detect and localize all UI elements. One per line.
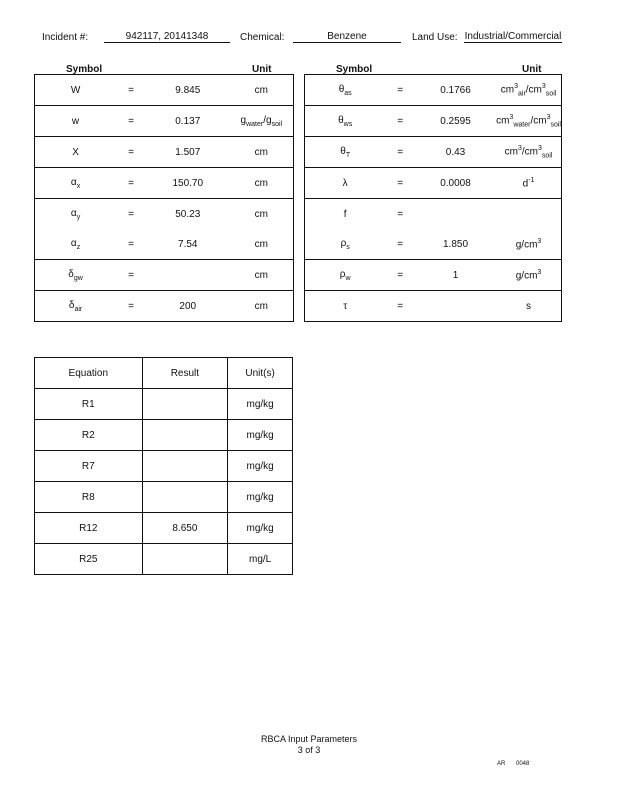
land-use-value: Industrial/Commercial [464, 31, 562, 42]
unit-cell: cm [230, 260, 294, 291]
result-cell [142, 451, 228, 482]
unit-cell: $g/cm^3$ [496, 229, 561, 260]
equation-cell: R1 [35, 389, 143, 420]
equals-cell: = [385, 168, 415, 199]
equals-cell: = [116, 137, 146, 168]
table-row [305, 291, 562, 322]
unit-cell: $d^{-1}$ [496, 168, 561, 199]
unit-cell: mg/kg [228, 451, 293, 482]
equals-cell: = [385, 75, 415, 106]
table-row [35, 482, 293, 513]
symbol-cell: $\delta_{gw}$ [35, 260, 117, 291]
symbol-cell: τ [305, 291, 386, 322]
value-cell: 150.70 [146, 168, 230, 199]
equation-cell: R7 [35, 451, 143, 482]
unit-cell: $cm^3_{water}/cm^3_{soil}$ [496, 106, 561, 137]
table-header-row [35, 358, 293, 389]
symbol-cell: $\delta_{air}$ [35, 291, 117, 322]
equation-results-table [34, 357, 293, 575]
symbol-cell: $\theta_T$ [305, 137, 386, 168]
value-cell: 1 [415, 260, 496, 291]
table-row [35, 168, 294, 199]
left-parameter-table [34, 74, 294, 322]
incident-label: Incident #: [42, 32, 89, 43]
symbol-cell: w [35, 106, 117, 137]
unit-cell: mg/kg [228, 389, 293, 420]
value-cell: 7.54 [146, 229, 230, 260]
table-row [35, 229, 294, 260]
value-cell [415, 291, 496, 322]
symbol-cell: X [35, 137, 117, 168]
table-row [305, 106, 562, 137]
unit-cell: cm [230, 75, 294, 106]
equals-cell: = [385, 199, 415, 230]
equation-cell: R2 [35, 420, 143, 451]
unit-cell: mg/L [228, 544, 293, 575]
table-row [35, 420, 293, 451]
equation-header: Equation [35, 358, 143, 389]
result-cell [142, 482, 228, 513]
symbol-cell: $\theta_{as}$ [305, 75, 386, 106]
unit-cell: cm [230, 168, 294, 199]
equals-cell: = [116, 199, 146, 230]
unit-cell: mg/kg [228, 482, 293, 513]
equals-cell: = [385, 106, 415, 137]
value-cell: 0.43 [415, 137, 496, 168]
footer-code-a: AR [497, 761, 506, 767]
table-row [35, 260, 294, 291]
value-cell: 0.137 [146, 106, 230, 137]
result-cell [142, 544, 228, 575]
table-row [305, 260, 562, 291]
table-row [305, 199, 562, 230]
table-row [35, 199, 294, 230]
value-cell: 0.2595 [415, 106, 496, 137]
table-row [35, 75, 294, 106]
unit-cell: $cm^3_{air}/cm^3_{soil}$ [496, 75, 561, 106]
equals-cell: = [385, 137, 415, 168]
symbol-cell: $\alpha_y$ [35, 199, 117, 230]
right-symbol-header: Symbol [336, 64, 373, 75]
unit-cell: $g/cm^3$ [496, 260, 561, 291]
table-row [35, 291, 294, 322]
right-parameter-table [304, 74, 562, 322]
symbol-cell: $\alpha_x$ [35, 168, 117, 199]
equals-cell: = [116, 291, 146, 322]
equation-cell: R8 [35, 482, 143, 513]
equals-cell: = [385, 291, 415, 322]
footer-page-number: 3 of 3 [297, 745, 321, 755]
result-header: Result [142, 358, 228, 389]
table-row [35, 513, 293, 544]
table-row [35, 544, 293, 575]
value-cell [146, 260, 230, 291]
symbol-cell: $\rho_w$ [305, 260, 386, 291]
equation-cell: R12 [35, 513, 143, 544]
incident-value: 942117, 20141348 [104, 31, 230, 43]
unit-cell: mg/kg [228, 513, 293, 544]
symbol-cell: f [305, 199, 386, 230]
unit-cell: cm [230, 229, 294, 260]
land-use-label: Land Use: [412, 32, 458, 43]
value-cell: 0.0008 [415, 168, 496, 199]
unit-cell: cm [230, 291, 294, 322]
value-cell: 50.23 [146, 199, 230, 230]
value-cell: 1.850 [415, 229, 496, 260]
equation-cell: R25 [35, 544, 143, 575]
equals-cell: = [116, 168, 146, 199]
table-row [35, 137, 294, 168]
chemical-value: Benzene [293, 31, 401, 43]
footer-title: RBCA Input Parameters [260, 734, 358, 744]
symbol-cell: $\alpha_z$ [35, 229, 117, 260]
equals-cell: = [116, 229, 146, 260]
unit-cell: mg/kg [228, 420, 293, 451]
table-row [35, 389, 293, 420]
result-cell [142, 420, 228, 451]
left-symbol-header: Symbol [66, 64, 103, 75]
value-cell: 1.507 [146, 137, 230, 168]
unit-cell: $g_{water}/g_{soil}$ [230, 106, 294, 137]
symbol-cell: W [35, 75, 117, 106]
table-row [305, 229, 562, 260]
right-unit-header: Unit [522, 64, 542, 75]
table-row [305, 168, 562, 199]
value-cell: 0.1766 [415, 75, 496, 106]
table-row [305, 75, 562, 106]
chemical-label: Chemical: [240, 32, 285, 43]
equals-cell: = [385, 260, 415, 291]
equals-cell: = [116, 75, 146, 106]
table-row [305, 137, 562, 168]
result-cell [142, 389, 228, 420]
footer-code-b: 0048 [516, 761, 530, 767]
symbol-cell: $\rho_s$ [305, 229, 386, 260]
table-row [35, 106, 294, 137]
value-cell: 9.845 [146, 75, 230, 106]
symbol-cell: λ [305, 168, 386, 199]
value-cell: 200 [146, 291, 230, 322]
left-unit-header: Unit [252, 64, 272, 75]
result-cell: 8.650 [142, 513, 228, 544]
unit-cell: s [496, 291, 561, 322]
value-cell [415, 199, 496, 230]
table-row [35, 451, 293, 482]
unit-cell [496, 199, 561, 230]
equals-cell: = [116, 106, 146, 137]
equals-cell: = [385, 229, 415, 260]
units-header: Unit(s) [228, 358, 293, 389]
unit-cell: cm [230, 199, 294, 230]
unit-cell: $cm^3/cm^3_{soil}$ [496, 137, 561, 168]
equals-cell: = [116, 260, 146, 291]
unit-cell: cm [230, 137, 294, 168]
symbol-cell: $\theta_{ws}$ [305, 106, 386, 137]
